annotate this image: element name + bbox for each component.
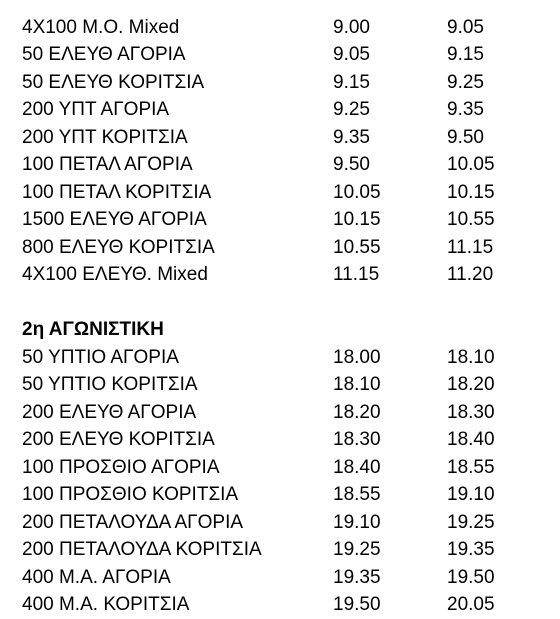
start-time: 18.10 (333, 374, 381, 395)
event-name: 100 ΠΕΤΑΛ ΑΓΟΡΙΑ (22, 154, 193, 175)
end-time: 9.05 (447, 16, 484, 38)
table-row (0, 399, 560, 427)
end-time: 18.20 (447, 374, 495, 395)
table-row (0, 509, 560, 537)
start-time: 9.35 (333, 126, 370, 148)
start-time: 19.10 (333, 511, 381, 533)
event-name: 200 ΕΛΕΥΘ ΚΟΡΙΤΣΙΑ (22, 429, 215, 450)
event-name: 100 ΠΡΟΣΘΙΟ ΚΟΡΙΤΣΙΑ (22, 484, 239, 505)
start-time: 18.40 (333, 456, 381, 478)
table-row (0, 41, 560, 69)
event-name: 400 Μ.Α. ΚΟΡΙΤΣΙΑ (22, 594, 190, 615)
event-name: 50 ΥΠΤΙΟ ΚΟΡΙΤΣΙΑ (22, 374, 198, 395)
table-row (0, 151, 560, 179)
start-time: 9.25 (333, 99, 370, 120)
end-time: 18.30 (447, 401, 495, 423)
event-name: 200 ΥΠΤ ΑΓΟΡΙΑ (22, 99, 170, 120)
end-time: 19.50 (447, 566, 495, 588)
end-time: 11.15 (447, 236, 494, 258)
end-time: 9.50 (447, 126, 484, 148)
end-time: 9.25 (447, 71, 484, 93)
end-time: 18.40 (447, 429, 495, 450)
end-time: 9.35 (447, 99, 484, 120)
start-time: 9.15 (333, 71, 370, 93)
table-row (0, 536, 560, 564)
table-row (0, 454, 560, 482)
end-time: 10.05 (447, 154, 495, 175)
start-time: 19.35 (333, 566, 381, 588)
event-name: 800 ΕΛΕΥΘ ΚΟΡΙΤΣΙΑ (22, 236, 215, 258)
event-name: 100 ΠΡΟΣΘΙΟ ΑΓΟΡΙΑ (22, 456, 220, 478)
event-name: 200 ΥΠΤ ΚΟΡΙΤΣΙΑ (22, 126, 188, 148)
table-row (0, 0, 560, 14)
session-1 (0, 0, 560, 289)
end-time: 18.55 (447, 456, 495, 478)
table-row (0, 179, 560, 207)
table-row (0, 234, 560, 262)
start-time: 9.05 (333, 44, 370, 65)
table-row (0, 14, 560, 42)
start-time: 10.55 (333, 236, 381, 258)
start-time: 11.15 (333, 264, 380, 285)
event-name: 50 ΥΠΤΙΟ ΑΓΟΡΙΑ (22, 346, 179, 368)
start-time: 18.30 (333, 429, 381, 450)
table-row (0, 426, 560, 454)
start-time: 18.00 (333, 346, 381, 368)
table-row (0, 124, 560, 152)
event-name: 200 ΠΕΤΑΛΟΥΔΑ ΚΟΡΙΤΣΙΑ (22, 539, 262, 560)
end-time: 9.15 (447, 44, 484, 65)
start-time: 19.50 (333, 594, 381, 615)
table-row (0, 344, 560, 372)
start-time: 19.25 (333, 539, 381, 560)
event-name: 50 ΕΛΕΥΘ ΑΓΟΡΙΑ (22, 44, 186, 65)
event-name: 4X100 ΕΛΕΥΘ. Mixed (22, 264, 208, 285)
start-time: 18.20 (333, 401, 381, 423)
start-time: 9.00 (333, 16, 370, 38)
event-name: 400 Μ.Α. ΑΓΟΡΙΑ (22, 566, 171, 588)
table-row (0, 591, 560, 619)
event-name: 50 ΕΛΕΥΘ ΚΟΡΙΤΣΙΑ (22, 71, 205, 93)
event-name: 200 ΠΕΤΑΛΟΥΔΑ ΑΓΟΡΙΑ (22, 511, 244, 533)
table-row (0, 481, 560, 509)
section-gap (0, 289, 560, 317)
start-time: 10.15 (333, 209, 381, 230)
table-row (0, 69, 560, 97)
start-time: 18.55 (333, 484, 381, 505)
table-row (0, 261, 560, 289)
table-row (0, 206, 560, 234)
table-row (0, 96, 560, 124)
event-name: 200 ΕΛΕΥΘ ΑΓΟΡΙΑ (22, 401, 197, 423)
end-time: 11.20 (447, 264, 494, 285)
start-time: 9.50 (333, 154, 370, 175)
start-time: 10.05 (333, 181, 381, 203)
event-name: 100 ΠΕΤΑΛ ΚΟΡΙΤΣΙΑ (22, 181, 212, 203)
end-time: 19.35 (447, 539, 495, 560)
end-time: 19.10 (447, 484, 495, 505)
end-time: 10.15 (447, 181, 495, 203)
table-row (0, 371, 560, 399)
section-title: 2η ΑΓΩΝΙΣΤΙΚΗ (22, 319, 164, 340)
end-time: 18.10 (447, 346, 495, 368)
end-time: 20.05 (447, 594, 495, 615)
table-row (0, 564, 560, 592)
end-time: 10.55 (447, 209, 495, 230)
end-time: 19.25 (447, 511, 495, 533)
event-name: 4X100 Μ.Ο. Mixed (22, 16, 180, 38)
event-name: 1500 ΕΛΕΥΘ ΑΓΟΡΙΑ (22, 209, 207, 230)
session-2 (0, 316, 560, 619)
